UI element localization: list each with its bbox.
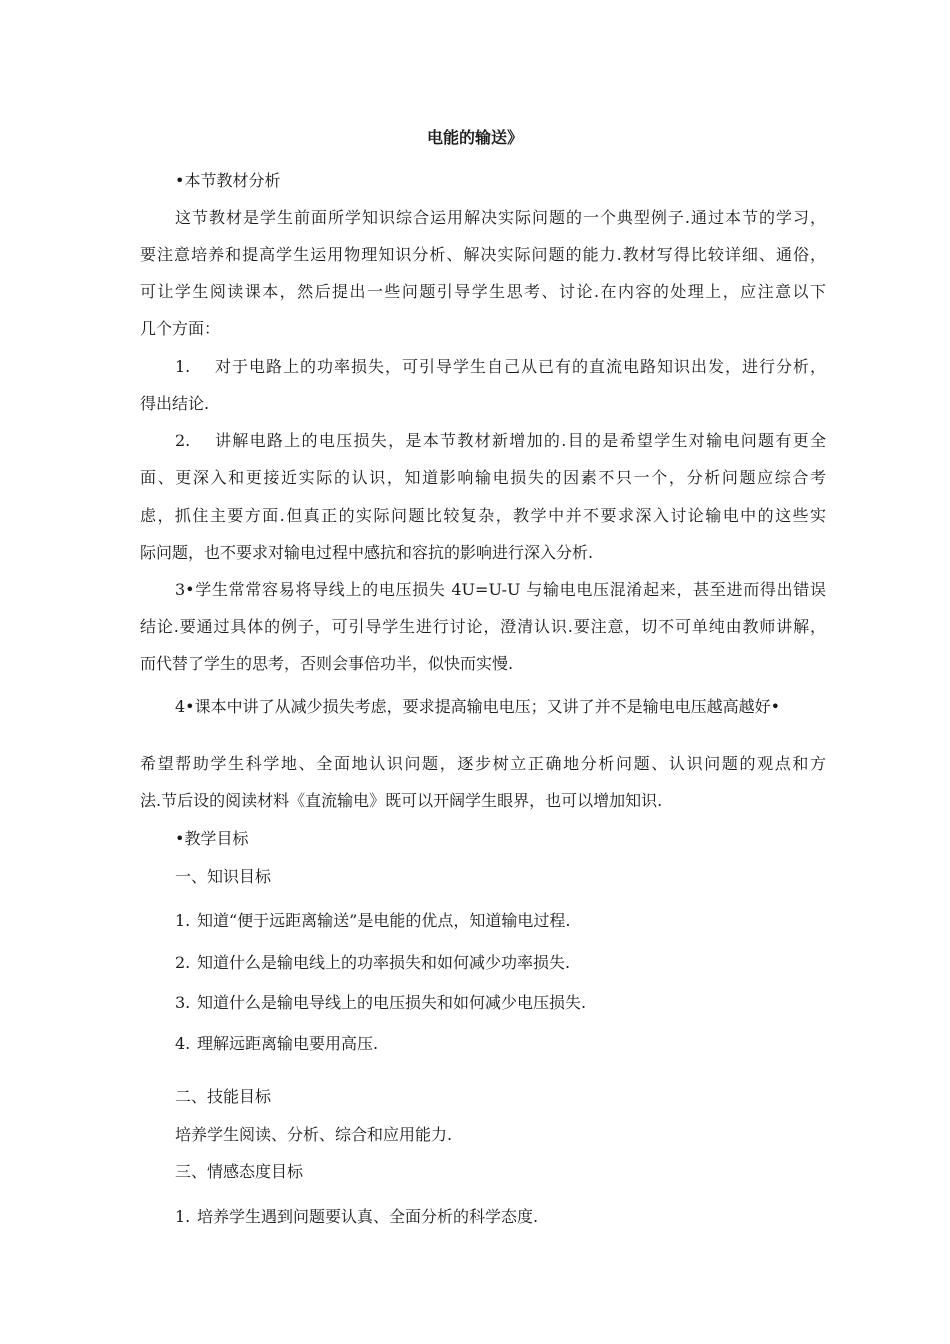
paragraph-line: 法.节后设的阅读材料《直流输电》既可以开阔学生眼界，也可以增加知识. xyxy=(140,791,663,810)
paragraph-line: 要注意培养和提高学生运用物理知识分析、解决实际问题的能力.教材写得比较详细、通俗， xyxy=(140,245,826,264)
paragraph-line: 培养学生阅读、分析、综合和应用能力. xyxy=(175,1125,453,1144)
list-text: 知道什么是输电导线上的电压损失和如何减少电压损失. xyxy=(197,993,587,1012)
paragraph-line: 虑，抓住主要方面.但真正的实际问题比较复杂，教学中并不要求深入讨论输电中的这些实 xyxy=(140,506,826,525)
list-item xyxy=(175,1033,378,1055)
list-item xyxy=(175,430,826,452)
subsection-heading-emotion: 三、情感态度目标 xyxy=(175,1162,304,1181)
list-number: 3. xyxy=(175,993,191,1012)
list-item xyxy=(175,1206,538,1228)
list-number: 1. xyxy=(175,357,191,376)
document-title: 电能的输送》 xyxy=(426,128,523,147)
list-text: 知道什么是输电线上的功率损失和如何减少功率损失. xyxy=(197,953,571,972)
paragraph-line: 这节教材是学生前面所学知识综合运用解决实际问题的一个典型例子.通过本节的学习， xyxy=(175,208,826,227)
paragraph-line: 几个方面： xyxy=(140,319,221,338)
list-text: 讲解电路上的电压损失，是本节教材新增加的.目的是希望学生对输电问题有更全 xyxy=(215,431,826,450)
list-item xyxy=(175,356,826,378)
list-number: 2. xyxy=(175,431,191,450)
paragraph-line: 可让学生阅读课本，然后提出一些问题引导学生思考、讨论.在内容的处理上，应注意以下 xyxy=(140,282,826,301)
list-item xyxy=(175,952,570,974)
list-text: 对于电路上的功率损失，可引导学生自己从已有的直流电路知识出发，进行分析， xyxy=(215,357,826,376)
subsection-heading-knowledge: 一、知识目标 xyxy=(175,867,272,886)
list-number: 1. xyxy=(175,911,191,930)
paragraph-line: 结论.要通过具体的例子，可引导学生进行讨论，澄清认识.要注意，切不可单纯由教师讲解， xyxy=(140,617,826,636)
list-text: 培养学生遇到问题要认真、全面分析的科学态度. xyxy=(197,1207,539,1226)
paragraph-line: 希望帮助学生科学地、全面地认识问题，逐步树立正确地分析问题、认识问题的观点和方 xyxy=(140,754,826,773)
paragraph-line: 4•课本中讲了从减少损失考虑，要求提高输电电压；又讲了并不是输电电压越高越好• xyxy=(175,697,781,716)
paragraph-line: 得出结论. xyxy=(140,394,210,413)
list-item xyxy=(175,910,570,932)
list-item xyxy=(175,992,586,1014)
paragraph-line: 而代替了学生的思考，否则会事倍功半，似快而实慢. xyxy=(140,654,514,673)
list-text: 理解远距离输电要用高压. xyxy=(197,1034,379,1053)
list-text: 知道“便于远距离输送”是电能的优点，知道输电过程. xyxy=(197,911,571,930)
section-heading-objectives: •教学目标 xyxy=(175,829,249,848)
list-number: 4. xyxy=(175,1034,191,1053)
paragraph-line: 际问题，也不要求对输电过程中感抗和容抗的影响进行深入分析. xyxy=(140,543,594,562)
paragraph-line: 3•学生常常容易将导线上的电压损失 4U=U-U 与输电电压混淆起来，甚至进而得出错误 xyxy=(175,580,826,599)
paragraph-line: 面、更深入和更接近实际的认识，知道影响输电损失的因素不只一个，分析问题应综合考 xyxy=(140,468,826,487)
section-heading-analysis: •本节教材分析 xyxy=(175,171,281,190)
list-number: 2. xyxy=(175,953,191,972)
subsection-heading-skill: 二、技能目标 xyxy=(175,1087,272,1106)
list-number: 1. xyxy=(175,1207,191,1226)
